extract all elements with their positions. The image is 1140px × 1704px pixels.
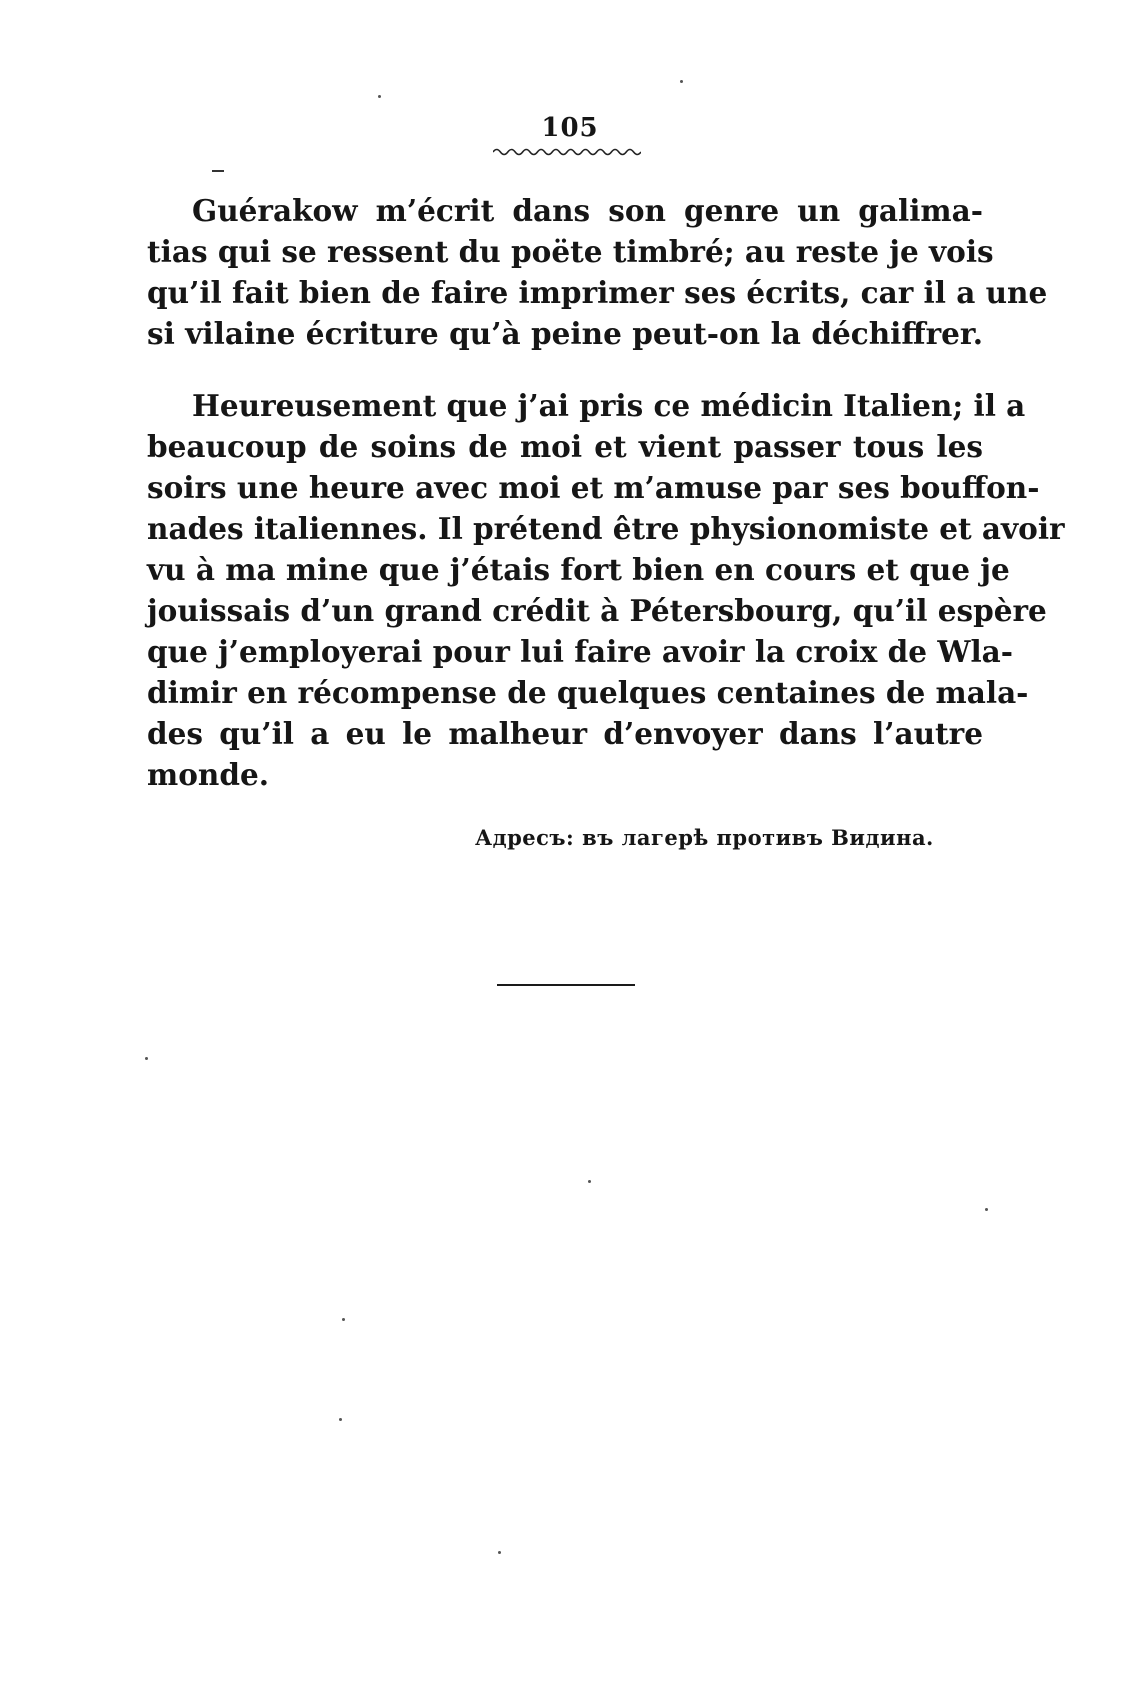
print-speck — [985, 1208, 988, 1211]
print-speck — [680, 80, 683, 83]
section-rule — [497, 984, 635, 986]
page-number: 105 — [541, 113, 599, 143]
paragraph-line: nades italiennes. Il prétend être physionomiste et avoir — [147, 511, 1065, 546]
address-line: Адресъ: въ лагерѣ противъ Видина. — [475, 825, 934, 850]
paragraph-line: qu’il fait bien de faire imprimer ses écrits, car il a une — [147, 275, 1048, 310]
paragraph-line: des qu’il a eu le malheur d’envoyer dans l’autre — [147, 716, 983, 751]
paragraph-line: que j’employerai pour lui faire avoir la croix de Wla- — [147, 634, 1014, 669]
paragraph-line: Guérakow m’écrit dans son genre un galima- — [192, 193, 983, 228]
paragraph-2 — [147, 385, 1065, 795]
print-speck — [339, 1418, 342, 1421]
paragraph-line: monde. — [147, 757, 270, 792]
paragraph-line: si vilaine écriture qu’à peine peut-on la déchiffrer. — [147, 316, 983, 351]
margin-tick — [212, 170, 224, 172]
print-speck — [498, 1551, 501, 1554]
print-speck — [588, 1180, 591, 1183]
paragraph-line: beaucoup de soins de moi et vient passer tous les — [147, 429, 983, 464]
paragraph-1 — [147, 190, 1048, 354]
wavy-ornament — [493, 146, 641, 158]
paragraph-line: tias qui se ressent du poëte timbré; au reste je vois — [147, 234, 994, 269]
paragraph-line: vu à ma mine que j’étais fort bien en cours et que je — [147, 552, 1010, 587]
paragraph-line: Heureusement que j’ai pris ce médicin Italien; il a — [192, 388, 1026, 423]
print-speck — [342, 1318, 345, 1321]
paragraph-line: jouissais d’un grand crédit à Pétersbourg, qu’il espère — [147, 593, 1047, 628]
print-speck — [378, 95, 381, 98]
print-speck — [145, 1057, 148, 1060]
paragraph-line: dimir en récompense de quelques centaines de mala- — [147, 675, 1029, 710]
paragraph-line: soirs une heure avec moi et m’amuse par ses bouffon- — [147, 470, 1040, 505]
